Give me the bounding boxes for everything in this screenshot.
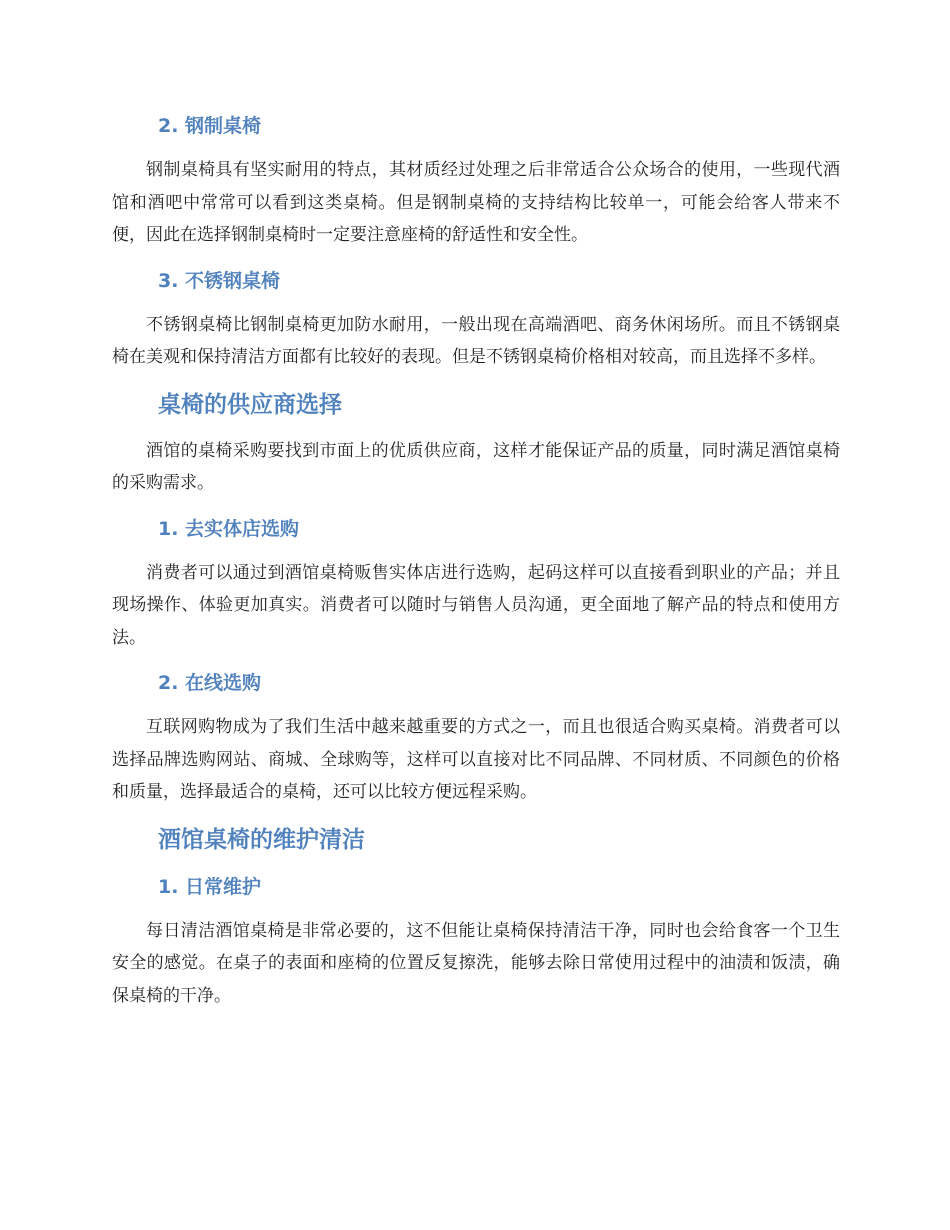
heading-daily-maintenance: 1. 日常维护	[158, 875, 262, 898]
heading-online-purchase: 2. 在线选购	[158, 672, 262, 694]
paragraph-daily-maintenance: 每日清洁酒馆桌椅是非常必要的，这不但能让桌椅保持清洁干净，同时也会给食客一个卫生安全的感觉。在桌子的表面和座椅的位置反复擦洗，能够去除日常使用过程中的油渍和饭渍，确保桌椅的干净。	[112, 920, 840, 1006]
paragraph-store-purchase: 消费者可以通过到酒馆桌椅贩售实体店进行选购，起码这样可以直接看到职业的产品；并且现场操作、体验更加真实。消费者可以随时与销售人员沟通，更全面地了解产品的特点和使用方法。	[112, 562, 840, 648]
document-content	[112, 110, 840, 1012]
paragraph-online-purchase: 互联网购物成为了我们生活中越来越重要的方式之一，而且也很适合购买桌椅。消费者可以选择品牌选购网站、商城、全球购等，这样可以直接对比不同品牌、不同材质、不同颜色的价格和质量，选择最适合的桌椅，还可以比较方便远程采购。	[112, 717, 840, 802]
heading-supplier-selection: 桌椅的供应商选择	[158, 391, 342, 418]
paragraph-stainless-furniture: 不锈钢桌椅比钢制桌椅更加防水耐用，一般出现在高端酒吧、商务休闲场所。而且不锈钢桌椅在美观和保持清洁方面都有比较好的表现。但是不锈钢桌椅价格相对较高，而且选择不多样。	[112, 314, 840, 367]
paragraph-supplier-selection: 酒馆的桌椅采购要找到市面上的优质供应商，这样才能保证产品的质量，同时满足酒馆桌椅的采购需求。	[112, 440, 840, 493]
heading-stainless-furniture: 3. 不锈钢桌椅	[158, 269, 281, 292]
heading-maintenance-cleaning: 酒馆桌椅的维护清洁	[158, 826, 365, 853]
heading-steel-furniture: 2. 钢制桌椅	[158, 115, 262, 137]
paragraph-steel-furniture: 钢制桌椅具有坚实耐用的特点，其材质经过处理之后非常适合公众场合的使用，一些现代酒馆和酒吧中常常可以看到这类桌椅。但是钢制桌椅的支持结构比较单一，可能会给客人带来不便，因此在选择钢制桌椅时一定要注意座椅的舒适性和安全性。	[112, 160, 840, 245]
heading-store-purchase: 1. 去实体店选购	[158, 517, 300, 540]
